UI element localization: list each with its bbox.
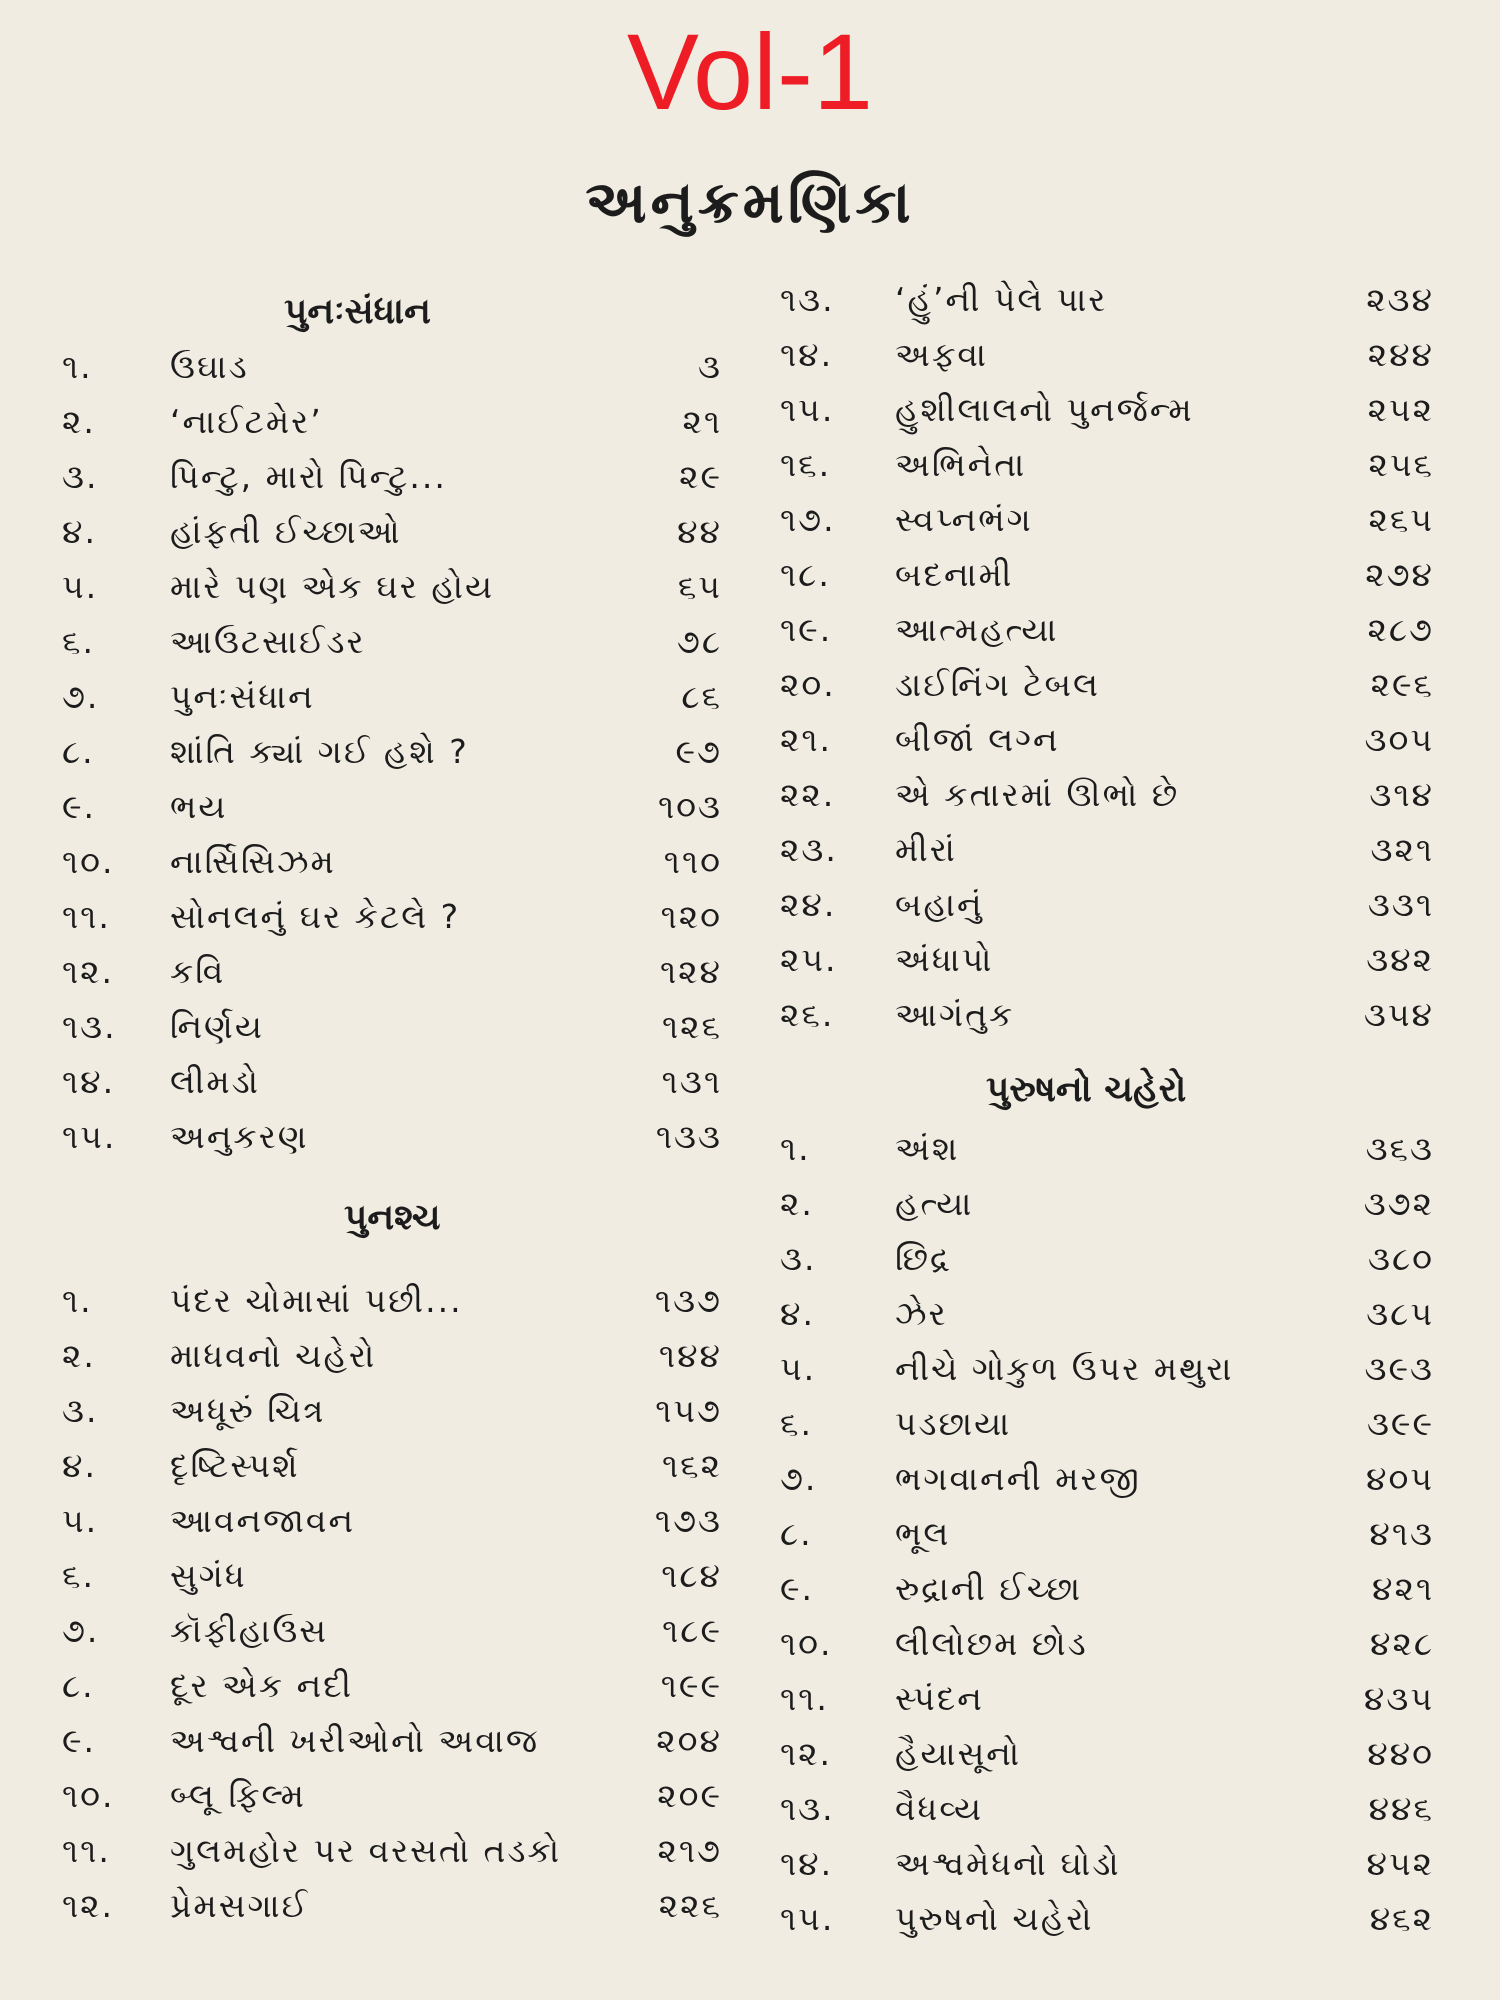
toc-entry [780, 1891, 1434, 1946]
entry-list [62, 339, 722, 1164]
entry-number: ૪. [62, 1446, 97, 1486]
entry-page-number: ૯૭ [675, 732, 722, 772]
entry-page-number: ૩૬૩ [1365, 1129, 1434, 1169]
entry-title: શાંતિ ક્યાં ગઈ હશે ? [170, 732, 469, 772]
entry-page-number: ૩ [698, 347, 722, 387]
entry-number: ૪. [62, 512, 97, 552]
entry-number: ૩. [62, 1391, 99, 1431]
entry-title: હત્યા [895, 1184, 974, 1224]
entry-number: ૧૪. [780, 335, 834, 374]
entry-page-number: ૪૪ [677, 512, 722, 552]
section-heading: પુરુષનો ચહેરો [986, 1069, 1187, 1110]
entry-title: પડછાયા [895, 1404, 1012, 1444]
toc-entry [62, 1548, 722, 1603]
toc-entry [780, 1836, 1434, 1891]
entry-title: ‘નાઈટમેર’ [170, 402, 323, 442]
entry-title: સુગંધ [170, 1556, 247, 1596]
entry-title: ઉઘાડ [170, 347, 249, 387]
entry-title: નીચે ગોકુળ ઉપર મથુરા [895, 1349, 1234, 1389]
entry-number: ૧. [62, 347, 93, 387]
toc-entry [62, 889, 722, 944]
entry-number: ૧૨. [62, 952, 115, 992]
entry-number: ૭. [62, 677, 100, 717]
entry-page-number: ૩૮૫ [1366, 1294, 1434, 1334]
entry-number: ૨. [62, 402, 96, 442]
entry-number: ૬. [62, 1556, 95, 1596]
entry-page-number: ૪૪૬ [1368, 1789, 1434, 1829]
toc-entry [62, 1383, 722, 1438]
entry-number: ૧૮. [780, 555, 831, 594]
entry-title: મીરાં [895, 830, 957, 869]
entry-title: રુદ્રાની ઈચ્છા [895, 1569, 1083, 1609]
entry-title: અભિનેતા [895, 445, 1027, 484]
toc-entry [780, 932, 1434, 987]
entry-title: એ કતારમાં ઊભો છે [895, 775, 1180, 814]
entry-page-number: ૧૦૩ [657, 787, 722, 827]
entry-page-number: ૩૩૧ [1367, 885, 1434, 924]
toc-entry [62, 1273, 722, 1328]
entry-number: ૧૧. [780, 1679, 829, 1719]
entry-title: નિર્ણય [170, 1007, 264, 1047]
toc-entry [780, 1231, 1434, 1286]
entry-title: મારે પણ એક ઘર હોય [170, 567, 495, 607]
entry-title: પ્રેમસગાઈ [170, 1886, 310, 1926]
entry-title: લીમડો [170, 1062, 261, 1102]
entry-number: ૨૫. [780, 940, 838, 979]
entry-page-number: ૧૬૨ [661, 1446, 722, 1486]
entry-title: આઉટસાઈડર [170, 622, 366, 662]
entry-title: વૈધવ્ય [895, 1789, 984, 1829]
entry-title: છિદ્ર [895, 1239, 952, 1279]
entry-page-number: ૧૪૪ [658, 1336, 722, 1376]
entry-number: ૧૩. [780, 280, 835, 319]
entry-title: પંદર ચોમાસાં પછી... [170, 1281, 463, 1321]
entry-title: પુરુષનો ચહેરો [895, 1899, 1094, 1939]
entry-number: ૮. [780, 1514, 813, 1554]
toc-entry [780, 1616, 1434, 1671]
entry-page-number: ૨૨૬ [658, 1886, 722, 1926]
volume-label: Vol-1 [626, 11, 874, 132]
entry-title: અશ્વમેધનો ઘોડો [895, 1844, 1121, 1884]
entry-title: માધવનો ચહેરો [170, 1336, 377, 1376]
toc-entry [62, 999, 722, 1054]
entry-page-number: ૨૮૭ [1367, 610, 1434, 649]
toc-entry [780, 272, 1434, 327]
entry-page-number: ૪૫૨ [1366, 1844, 1434, 1884]
entry-number: ૧૦. [62, 1776, 115, 1816]
section-purushno-chahero [780, 1068, 1434, 1946]
entry-page-number: ૧૧૦ [663, 842, 722, 882]
entry-title: ઝેર [895, 1294, 948, 1334]
entry-title: ભય [170, 787, 228, 827]
toc-entry [780, 547, 1434, 602]
entry-page-number: ૨૦૪ [656, 1721, 722, 1761]
toc-entry [780, 602, 1434, 657]
entry-page-number: ૪૩૫ [1363, 1679, 1434, 1719]
entry-title: હુશીલાલનો પુનર્જન્મ [895, 390, 1194, 429]
entry-number: ૧૪. [62, 1062, 116, 1102]
entry-number: ૧૩. [62, 1007, 117, 1047]
entry-number: ૧૧. [62, 897, 111, 937]
entry-number: ૭. [780, 1459, 818, 1499]
entry-page-number: ૧૮૪ [661, 1556, 722, 1596]
entry-page-number: ૨૯૬ [1370, 665, 1434, 704]
toc-entry [780, 1286, 1434, 1341]
entry-number: ૬. [62, 622, 95, 662]
entry-title: બીજાં લગ્ન [895, 720, 1060, 759]
toc-entry [62, 1823, 722, 1878]
entry-page-number: ૩૯૯ [1366, 1404, 1434, 1444]
entry-number: ૨૩. [780, 830, 838, 869]
toc-entry [62, 1713, 722, 1768]
entry-title: ‘હું’ની પેલે પાર [895, 280, 1108, 319]
toc-entry [62, 944, 722, 999]
entry-number: ૧૭. [780, 500, 836, 539]
section-punahsandhan [62, 290, 722, 1164]
entry-page-number: ૪૧૩ [1369, 1514, 1434, 1554]
entry-page-number: ૭૮ [676, 622, 722, 662]
entry-title: આવનજાવન [170, 1501, 356, 1541]
entry-number: ૨૦. [780, 665, 836, 704]
entry-title: ગુલમહોર પર વરસતો તડકો [170, 1831, 562, 1871]
entry-number: ૧૨. [780, 1734, 833, 1774]
page-title: અનુક્રમણિકા [585, 168, 915, 236]
entry-title: અધૂરું ચિત્ર [170, 1391, 326, 1431]
toc-entry [780, 1671, 1434, 1726]
section-heading: પુનઃસંધાન [284, 291, 431, 332]
entry-number: ૯. [62, 787, 97, 827]
toc-entry [780, 877, 1434, 932]
entry-number: ૧૯. [780, 610, 833, 649]
entry-title: બદનામી [895, 555, 1014, 594]
entry-number: ૧૧. [62, 1831, 111, 1871]
toc-entry [62, 1658, 722, 1713]
entry-page-number: ૨૫૬ [1368, 445, 1434, 484]
entry-list [62, 1273, 722, 1933]
toc-entry [780, 1726, 1434, 1781]
entry-title: સ્વપ્નભંગ [895, 500, 1033, 539]
toc-entry [780, 492, 1434, 547]
entry-title: અનુકરણ [170, 1117, 309, 1157]
entry-page-number: ૪૨૮ [1370, 1624, 1434, 1664]
entry-page-number: ૩૪૨ [1366, 940, 1434, 979]
entry-title: સ્પંદન [895, 1679, 984, 1719]
entry-page-number: ૪૦૫ [1365, 1459, 1434, 1499]
toc-entry [780, 1506, 1434, 1561]
entry-page-number: ૧૨૬ [661, 1007, 722, 1047]
toc-entry [62, 669, 722, 724]
entry-number: ૧૫. [780, 390, 835, 429]
entry-title: દૃષ્ટિસ્પર્શ [170, 1446, 300, 1486]
entry-number: ૧૩. [780, 1789, 835, 1829]
section-continued [780, 272, 1434, 1042]
entry-number: ૧૦. [780, 1624, 833, 1664]
entry-title: કૉફીહાઉસ [170, 1611, 329, 1651]
toc-entry [62, 559, 722, 614]
section-punashcha [62, 1196, 722, 1933]
entry-number: ૨૨. [780, 775, 836, 814]
entry-title: પુનઃસંધાન [170, 677, 315, 717]
toc-entry [780, 1451, 1434, 1506]
entry-list [780, 1121, 1434, 1946]
entry-title: કવિ [170, 952, 226, 992]
entry-page-number: ૧૯૯ [660, 1666, 722, 1706]
entry-number: ૨. [780, 1184, 814, 1224]
entry-page-number: ૧૨૪ [659, 952, 722, 992]
entry-number: ૧. [780, 1129, 811, 1169]
entry-number: ૧. [62, 1281, 93, 1321]
toc-entry [62, 449, 722, 504]
entry-title: હૈયાસૂનો [895, 1734, 1022, 1774]
entry-number: ૮. [62, 1666, 95, 1706]
entry-title: ભગવાનની મરજી [895, 1459, 1141, 1499]
entry-page-number: ૨૩૪ [1366, 280, 1434, 319]
toc-entry [62, 1768, 722, 1823]
toc-entry [62, 339, 722, 394]
entry-number: ૪. [780, 1294, 815, 1334]
toc-entry [62, 1878, 722, 1933]
entry-page-number: ૩૯૩ [1364, 1349, 1434, 1389]
toc-entry [780, 657, 1434, 712]
section-heading: પુનશ્ચ [344, 1197, 441, 1238]
toc-entry [62, 1438, 722, 1493]
entry-page-number: ૨૪૪ [1367, 335, 1434, 374]
entry-title: બહાનું [895, 885, 984, 924]
toc-entry [62, 1054, 722, 1109]
entry-number: ૮. [62, 732, 95, 772]
entry-page-number: ૧૩૭ [654, 1281, 722, 1321]
entry-page-number: ૨૦૯ [657, 1776, 722, 1816]
entry-page-number: ૧૫૭ [655, 1391, 722, 1431]
entry-list [780, 272, 1434, 1042]
entry-number: ૧૫. [62, 1117, 117, 1157]
entry-number: ૯. [780, 1569, 815, 1609]
entry-title: દૂર એક નદી [170, 1666, 354, 1706]
entry-page-number: ૩૧૪ [1369, 775, 1434, 814]
toc-entry [780, 987, 1434, 1042]
entry-number: ૧૨. [62, 1886, 115, 1926]
entry-title: પિન્ટુ, મારો પિન્ટુ... [170, 457, 447, 497]
entry-number: ૯. [62, 1721, 97, 1761]
toc-entry [780, 327, 1434, 382]
toc-entry [780, 712, 1434, 767]
entry-page-number: ૪૪૦ [1367, 1734, 1434, 1774]
entry-page-number: ૨૧૭ [657, 1831, 722, 1871]
entry-title: નાર્સિસિઝમ [170, 842, 336, 882]
toc-entry [780, 1561, 1434, 1616]
toc-entry [780, 1396, 1434, 1451]
entry-number: ૫. [62, 567, 99, 607]
entry-title: લીલોછમ છોડ [895, 1624, 1088, 1664]
entry-page-number: ૩૨૧ [1370, 830, 1434, 869]
toc-entry [62, 779, 722, 834]
entry-number: ૫. [62, 1501, 99, 1541]
toc-entry [780, 1341, 1434, 1396]
toc-entry [62, 724, 722, 779]
toc-entry [62, 1109, 722, 1164]
entry-page-number: ૩૫૪ [1363, 995, 1434, 1034]
entry-page-number: ૨૧ [682, 402, 722, 442]
entry-number: ૨૬. [780, 995, 835, 1034]
entry-number: ૧૫. [780, 1899, 835, 1939]
entry-title: બ્લૂ ફિલ્મ [170, 1776, 306, 1816]
entry-page-number: ૧૮૯ [662, 1611, 722, 1651]
entry-title: આગંતુક [895, 995, 1015, 1034]
toc-entry [62, 834, 722, 889]
entry-number: ૨. [62, 1336, 96, 1376]
entry-title: અંધાપો [895, 940, 994, 979]
toc-entry [62, 1493, 722, 1548]
toc-entry [62, 1603, 722, 1658]
entry-title: ભૂલ [895, 1514, 951, 1554]
toc-entry [780, 767, 1434, 822]
entry-page-number: ૮૬ [681, 677, 722, 717]
entry-number: ૧૪. [780, 1844, 834, 1884]
entry-title: હાંફતી ઈચ્છાઓ [170, 512, 402, 552]
toc-entry [62, 614, 722, 669]
entry-page-number: ૨૫૨ [1367, 390, 1434, 429]
entry-number: ૧૦. [62, 842, 115, 882]
entry-number: ૧૬. [780, 445, 832, 484]
entry-page-number: ૨૭૪ [1365, 555, 1434, 594]
toc-entry [780, 437, 1434, 492]
entry-title: ડાઈનિંગ ટેબલ [895, 665, 1100, 704]
entry-page-number: ૩૭૨ [1363, 1184, 1434, 1224]
toc-entry [780, 382, 1434, 437]
toc-entry [780, 1176, 1434, 1231]
entry-number: ૬. [780, 1404, 813, 1444]
entry-number: ૨૧. [780, 720, 833, 759]
entry-title: અફવા [895, 335, 989, 374]
entry-page-number: ૧૩૩ [655, 1117, 722, 1157]
entry-page-number: ૬૫ [677, 567, 722, 607]
entry-number: ૭. [62, 1611, 100, 1651]
toc-entry [62, 504, 722, 559]
entry-page-number: ૨૯ [679, 457, 722, 497]
entry-page-number: ૪૬૨ [1369, 1899, 1434, 1939]
toc-entry [62, 1328, 722, 1383]
entry-title: સોનલનું ઘર કેટલે ? [170, 897, 461, 937]
entry-number: ૩. [62, 457, 99, 497]
entry-page-number: ૧૭૩ [654, 1501, 722, 1541]
toc-entry [62, 394, 722, 449]
entry-title: આત્મહત્યા [895, 610, 1059, 649]
entry-number: ૫. [780, 1349, 817, 1389]
entry-title: અંશ [895, 1129, 960, 1169]
entry-page-number: ૨૬૫ [1368, 500, 1434, 539]
entry-number: ૩. [780, 1239, 817, 1279]
entry-page-number: ૧૩૧ [661, 1062, 722, 1102]
toc-entry [780, 1121, 1434, 1176]
entry-page-number: ૩૮૦ [1368, 1239, 1434, 1279]
entry-title: અશ્વની ખરીઓનો અવાજ [170, 1721, 540, 1761]
entry-page-number: ૪૨૧ [1371, 1569, 1434, 1609]
entry-page-number: ૧૨૦ [660, 897, 722, 937]
toc-entry [780, 822, 1434, 877]
entry-number: ૨૪. [780, 885, 837, 924]
entry-page-number: ૩૦૫ [1364, 720, 1434, 759]
toc-entry [780, 1781, 1434, 1836]
